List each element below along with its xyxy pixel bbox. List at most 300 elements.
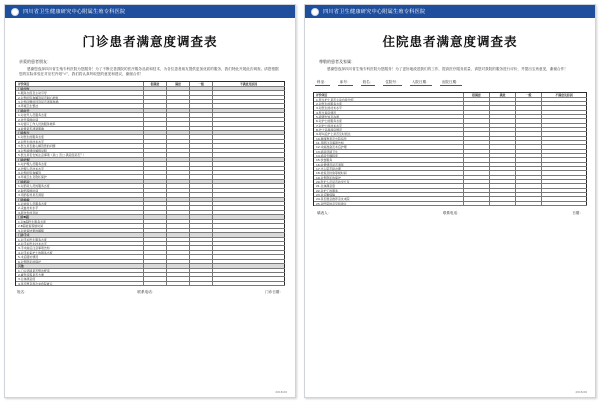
rating-average-cell[interactable] [516,197,542,200]
rating-very-satisfied-cell[interactable] [464,141,490,144]
rating-average-cell[interactable] [516,119,542,122]
rating-satisfied-cell[interactable] [167,260,190,263]
rating-average-cell[interactable] [516,154,542,157]
rating-very-satisfied-cell[interactable] [144,206,167,209]
rating-satisfied-cell[interactable] [490,132,516,135]
rating-satisfied-cell[interactable] [167,140,190,143]
rating-average-cell[interactable] [190,144,213,147]
rating-dissatisfied-cell[interactable] [213,118,285,121]
row-label: 3.总体满意度 [16,277,144,280]
rating-satisfied-cell[interactable] [167,113,190,116]
rating-satisfied-cell[interactable] [490,115,516,118]
rating-dissatisfied-cell[interactable] [213,153,285,156]
rating-average-cell[interactable] [516,106,542,109]
rating-satisfied-cell [167,109,190,112]
rating-dissatisfied-cell[interactable] [213,162,285,165]
rating-average-cell[interactable] [190,175,213,178]
rating-dissatisfied-cell[interactable] [213,122,285,125]
rating-satisfied-cell[interactable] [167,104,190,107]
row-label: 18.检查及检验等候时间 [314,171,464,174]
rating-average-cell[interactable] [190,189,213,192]
rating-very-satisfied-cell[interactable] [144,127,167,130]
rating-satisfied-cell [167,158,190,161]
row-label: 22.对护工的服务 [314,189,464,192]
rating-average-cell[interactable] [190,251,213,254]
rating-dissatisfied-cell[interactable] [213,277,285,280]
outpatient-header-text: 四川省卫生健康研究中心附属生殖专科医院 [23,9,126,15]
rating-dissatisfied-cell[interactable] [213,206,285,209]
rating-average-cell[interactable] [516,137,542,140]
rating-dissatisfied-cell[interactable] [213,149,285,152]
rating-satisfied-cell[interactable] [490,98,516,101]
rating-average-cell[interactable] [190,100,213,103]
rating-very-satisfied-cell[interactable] [464,184,490,187]
rating-very-satisfied-cell[interactable] [144,224,167,227]
rating-average-cell[interactable] [190,224,213,227]
rating-average-cell[interactable] [516,145,542,148]
rating-very-satisfied-cell[interactable] [144,100,167,103]
rating-satisfied-cell[interactable] [167,229,190,232]
outpatient-sheet [4,4,296,398]
rating-dissatisfied-cell[interactable] [542,158,587,161]
rating-satisfied-cell[interactable] [490,145,516,148]
rating-dissatisfied-cell[interactable] [213,251,285,254]
row-label: 2.对医生的技术水平 [16,140,144,143]
rating-very-satisfied-cell[interactable] [464,111,490,114]
rating-very-satisfied-cell[interactable] [464,167,490,170]
rating-satisfied-cell[interactable] [167,193,190,196]
col-dissatisfied-reason: 不满意及原因 [213,82,285,85]
rating-satisfied-cell[interactable] [490,193,516,196]
rating-average-cell[interactable] [190,193,213,196]
table-row [16,282,285,286]
rating-average-cell[interactable] [516,132,542,135]
rating-satisfied-cell[interactable] [490,167,516,170]
rating-satisfied-cell[interactable] [490,180,516,183]
rating-average-cell[interactable] [516,202,542,205]
rating-dissatisfied-cell[interactable] [213,171,285,174]
row-label: 其他 [16,264,144,267]
rating-average-cell[interactable] [516,193,542,196]
rating-satisfied-cell[interactable] [490,189,516,192]
rating-average-cell[interactable] [190,96,213,99]
row-label: 10.健康教育及出院指导 [314,137,464,140]
rating-average-cell[interactable] [190,269,213,272]
rating-dissatisfied-cell[interactable] [213,193,285,196]
row-label: 13.病房环境卫生 [314,150,464,153]
rating-average-cell[interactable] [516,163,542,166]
rating-dissatisfied-cell[interactable] [213,273,285,276]
rating-very-satisfied-cell[interactable] [464,180,490,183]
outpatient-header-bar [5,5,295,18]
rating-very-satisfied-cell[interactable] [144,113,167,116]
rating-satisfied-cell[interactable] [490,111,516,114]
outpatient-sign-row [17,290,283,295]
rating-very-satisfied-cell[interactable] [144,140,167,143]
rating-average-cell[interactable] [516,141,542,144]
rating-very-satisfied-cell[interactable] [464,197,490,200]
rating-very-satisfied-cell[interactable] [144,162,167,165]
rating-satisfied-cell[interactable] [167,144,190,147]
rating-satisfied-cell [167,198,190,201]
rating-dissatisfied-cell[interactable] [213,104,285,107]
rating-satisfied-cell[interactable] [167,220,190,223]
rating-dissatisfied-cell[interactable] [542,184,587,187]
rating-satisfied-cell[interactable] [167,100,190,103]
rating-very-satisfied-cell[interactable] [464,176,490,179]
rating-very-satisfied-cell[interactable] [464,115,490,118]
rating-dissatisfied-cell[interactable] [213,135,285,138]
rating-satisfied-cell[interactable] [167,162,190,165]
rating-satisfied-cell[interactable] [490,197,516,200]
rating-very-satisfied-cell[interactable] [144,220,167,223]
rating-very-satisfied-cell[interactable] [144,255,167,258]
rating-dissatisfied-cell[interactable] [213,269,285,272]
rating-average-cell[interactable] [516,176,542,179]
rating-satisfied-cell[interactable] [490,137,516,140]
rating-average-cell[interactable] [190,104,213,107]
rating-average-cell[interactable] [516,184,542,187]
rating-satisfied-cell[interactable] [167,273,190,276]
rating-dissatisfied-cell[interactable] [213,202,285,205]
rating-very-satisfied-cell[interactable] [464,102,490,105]
rating-average-cell[interactable] [516,167,542,170]
rating-average-cell[interactable] [516,158,542,161]
rating-very-satisfied-cell[interactable] [464,154,490,157]
col-item: 评价项目 [314,93,464,96]
rating-average-cell[interactable] [190,273,213,276]
row-label: 2.对医生的服务态度 [314,102,464,105]
rating-dissatisfied-cell[interactable] [542,154,587,157]
rating-average-cell[interactable] [516,128,542,131]
rating-average-cell[interactable] [190,149,213,152]
row-label: 门诊药房 [16,180,144,183]
rating-dissatisfied-cell[interactable] [542,106,587,109]
rating-satisfied-cell[interactable] [167,127,190,130]
row-label: 4.收费是否清楚明确 [16,127,144,130]
rating-dissatisfied-cell[interactable] [542,132,587,135]
rating-dissatisfied-cell[interactable] [542,189,587,192]
rating-average-cell[interactable] [190,255,213,258]
rating-satisfied-cell[interactable] [167,184,190,187]
rating-satisfied-cell[interactable] [167,135,190,138]
rating-very-satisfied-cell[interactable] [464,158,490,161]
rating-dissatisfied-cell[interactable] [542,197,587,200]
rating-average-cell[interactable] [190,113,213,116]
rating-satisfied-cell[interactable] [167,238,190,241]
rating-very-satisfied-cell[interactable] [144,193,167,196]
rating-very-satisfied-cell[interactable] [144,211,167,214]
rating-dissatisfied-cell[interactable] [542,124,587,127]
rating-average-cell[interactable] [190,171,213,174]
rating-average-cell[interactable] [516,171,542,174]
rating-satisfied-cell[interactable] [167,282,190,285]
outpatient-name-label: 姓名： [17,290,28,295]
rating-average-cell[interactable] [516,124,542,127]
rating-very-satisfied-cell[interactable] [144,144,167,147]
rating-very-satisfied-cell[interactable] [464,119,490,122]
rating-dissatisfied-cell[interactable] [213,229,285,232]
rating-dissatisfied-cell[interactable] [213,100,285,103]
row-label: 5.医生是否告知注意事项（是□ 否□ 满意度是否？） [16,153,144,156]
rating-satisfied-cell[interactable] [490,184,516,187]
rating-very-satisfied-cell[interactable] [144,96,167,99]
rating-very-satisfied-cell[interactable] [464,150,490,153]
rating-very-satisfied-cell[interactable] [464,145,490,148]
rating-dissatisfied-cell[interactable] [542,176,587,179]
rating-average-cell[interactable] [190,260,213,263]
rating-dissatisfied-cell[interactable] [213,220,285,223]
rating-dissatisfied-cell[interactable] [213,242,285,245]
row-label: 24.是否愿意推荐亲友来院 [314,197,464,200]
row-label: 19.对您隐私的保护 [314,176,464,179]
rating-very-satisfied-cell [144,198,167,201]
rating-dissatisfied-cell[interactable] [542,163,587,166]
info-discharge-date: 出院日期： [441,80,460,85]
row-label: 1.对检验人员服务态度 [16,202,144,205]
rating-dissatisfied-cell[interactable] [213,224,285,227]
row-label: 8.护士巡视病房情况 [314,128,464,131]
rating-dissatisfied-cell[interactable] [542,150,587,153]
rating-very-satisfied-cell[interactable] [144,229,167,232]
rating-very-satisfied-cell[interactable] [144,122,167,125]
rating-satisfied-cell[interactable] [167,242,190,245]
rating-satisfied-cell[interactable] [167,206,190,209]
rating-dissatisfied-cell[interactable] [542,98,587,101]
outpatient-phone-label: 联系电话： [137,290,156,295]
rating-very-satisfied-cell[interactable] [144,282,167,285]
rating-dissatisfied-cell[interactable] [213,175,285,178]
hospital-logo-icon [311,8,319,16]
inpatient-header-text: 四川省卫生健康研究中心附属生殖专科医院 [323,9,426,15]
rating-average-cell[interactable] [190,118,213,121]
rating-satisfied-cell[interactable] [167,251,190,254]
rating-satisfied-cell[interactable] [490,171,516,174]
rating-average-cell[interactable] [190,91,213,94]
rating-dissatisfied-cell[interactable] [542,102,587,105]
rating-very-satisfied-cell[interactable] [144,153,167,156]
rating-average-cell [190,264,213,267]
rating-satisfied-cell[interactable] [167,171,190,174]
rating-dissatisfied-cell[interactable] [213,140,285,143]
rating-dissatisfied-cell[interactable] [542,137,587,140]
rating-very-satisfied-cell[interactable] [144,238,167,241]
rating-very-satisfied-cell [144,109,167,112]
rating-average-cell[interactable] [516,189,542,192]
rating-satisfied-cell[interactable] [490,163,516,166]
rating-satisfied-cell[interactable] [167,189,190,192]
rating-very-satisfied-cell[interactable] [144,202,167,205]
row-label: 4.环境卫生整洁 [16,104,144,107]
rating-very-satisfied-cell[interactable] [144,189,167,192]
rating-dissatisfied-cell[interactable] [542,202,587,205]
rating-average-cell[interactable] [516,115,542,118]
rating-average-cell[interactable] [190,238,213,241]
rating-dissatisfied-cell[interactable] [542,193,587,196]
rating-satisfied-cell[interactable] [490,150,516,153]
rating-dissatisfied-cell[interactable] [213,167,285,170]
rating-satisfied-cell [167,180,190,183]
rating-satisfied-cell[interactable] [490,102,516,105]
rating-average-cell[interactable] [190,184,213,187]
rating-satisfied-cell[interactable] [490,128,516,131]
rating-dissatisfied-cell[interactable] [213,189,285,192]
rating-dissatisfied-cell[interactable] [213,260,285,263]
rating-dissatisfied-cell[interactable] [542,119,587,122]
rating-satisfied-cell[interactable] [167,246,190,249]
rating-very-satisfied-cell[interactable] [144,167,167,170]
info-admission-no: 住院号： [385,80,400,85]
rating-dissatisfied-cell [213,87,285,90]
rating-average-cell[interactable] [190,242,213,245]
rating-dissatisfied-cell [213,233,285,236]
rating-dissatisfied-cell[interactable] [542,180,587,183]
rating-dissatisfied-cell[interactable] [213,184,285,187]
rating-dissatisfied-cell[interactable] [213,211,285,214]
rating-dissatisfied-cell[interactable] [213,96,285,99]
rating-average-cell[interactable] [516,150,542,153]
row-label: 5.术后随访情况 [16,255,144,258]
row-label: 3.对检查结果的解释 [16,229,144,232]
rating-average-cell[interactable] [190,282,213,285]
rating-average-cell[interactable] [190,277,213,280]
rating-average-cell[interactable] [516,180,542,183]
rating-satisfied-cell[interactable] [490,141,516,144]
rating-average-cell [190,198,213,201]
rating-very-satisfied-cell[interactable] [464,124,490,127]
rating-very-satisfied-cell[interactable] [144,260,167,263]
rating-satisfied-cell[interactable] [490,202,516,205]
rating-satisfied-cell[interactable] [490,158,516,161]
rating-dissatisfied-cell[interactable] [542,167,587,170]
row-label: 20.医护人员是否收受红包 [314,180,464,183]
rating-very-satisfied-cell[interactable] [144,171,167,174]
rating-average-cell[interactable] [190,162,213,165]
row-label: 2.护理人员技术水平 [16,167,144,170]
rating-satisfied-cell[interactable] [167,224,190,227]
rating-satisfied-cell[interactable] [167,153,190,156]
rating-very-satisfied-cell[interactable] [464,137,490,140]
rating-average-cell[interactable] [190,153,213,156]
rating-average-cell[interactable] [190,206,213,209]
rating-average-cell[interactable] [190,122,213,125]
rating-very-satisfied-cell[interactable] [464,171,490,174]
rating-average-cell[interactable] [190,220,213,223]
rating-satisfied-cell[interactable] [167,167,190,170]
rating-satisfied-cell[interactable] [167,91,190,94]
rating-dissatisfied-cell[interactable] [213,144,285,147]
rating-dissatisfied-cell[interactable] [542,145,587,148]
rating-very-satisfied-cell[interactable] [144,251,167,254]
rating-very-satisfied-cell[interactable] [464,132,490,135]
rating-average-cell[interactable] [190,211,213,214]
rating-very-satisfied-cell[interactable] [144,277,167,280]
rating-satisfied-cell[interactable] [167,255,190,258]
inpatient-intro: 感谢您选择四川省生殖专科医院为您服务！为了更好地改进我们的工作，提高医疗服务质量，请您对我院的服务进行评价，并提出宝贵意见，谢谢合作！ [327,67,568,72]
rating-average-cell[interactable] [190,202,213,205]
rating-very-satisfied-cell [144,180,167,183]
rating-average-cell[interactable] [190,135,213,138]
rating-dissatisfied-cell[interactable] [213,255,285,258]
rating-dissatisfied-cell[interactable] [213,113,285,116]
rating-dissatisfied-cell[interactable] [542,111,587,114]
rating-satisfied-cell[interactable] [167,149,190,152]
rating-very-satisfied-cell[interactable] [464,98,490,101]
row-label: 5.病情告知及沟通 [314,115,464,118]
rating-average-cell[interactable] [190,246,213,249]
row-label: 3.用药指导是否清楚 [16,193,144,196]
rating-average-cell[interactable] [516,111,542,114]
rating-average-cell[interactable] [516,102,542,105]
rating-satisfied-cell[interactable] [167,202,190,205]
rating-satisfied-cell[interactable] [167,277,190,280]
rating-dissatisfied-cell[interactable] [213,91,285,94]
rating-satisfied-cell[interactable] [167,96,190,99]
rating-very-satisfied-cell[interactable] [144,175,167,178]
outpatient-greeting: 亲爱的患者朋友： [19,59,51,64]
rating-dissatisfied-cell[interactable] [213,282,285,285]
rating-satisfied-cell[interactable] [167,175,190,178]
rating-average-cell[interactable] [190,167,213,170]
rating-dissatisfied-cell[interactable] [542,171,587,174]
rating-average-cell [190,109,213,112]
rating-very-satisfied-cell[interactable] [144,91,167,94]
rating-satisfied-cell[interactable] [167,269,190,272]
rating-very-satisfied-cell[interactable] [464,189,490,192]
rating-very-satisfied-cell[interactable] [144,135,167,138]
rating-satisfied-cell[interactable] [490,176,516,179]
rating-satisfied-cell[interactable] [490,119,516,122]
rating-very-satisfied-cell[interactable] [144,118,167,121]
rating-average-cell[interactable] [190,140,213,143]
rating-very-satisfied-cell[interactable] [464,106,490,109]
rating-dissatisfied-cell[interactable] [213,127,285,130]
rating-very-satisfied-cell[interactable] [144,273,167,276]
rating-satisfied-cell [167,264,190,267]
rating-very-satisfied-cell[interactable] [464,128,490,131]
rating-dissatisfied-cell[interactable] [213,246,285,249]
rating-very-satisfied-cell[interactable] [464,193,490,196]
rating-very-satisfied-cell[interactable] [144,269,167,272]
rating-average-cell[interactable] [190,229,213,232]
inpatient-header-bar [305,5,595,18]
rating-satisfied-cell[interactable] [490,106,516,109]
col-very-satisfied: 很满意 [464,93,490,96]
rating-average-cell[interactable] [190,127,213,130]
info-bed: 床号： [339,80,351,85]
rating-satisfied-cell[interactable] [490,154,516,157]
rating-very-satisfied-cell[interactable] [144,246,167,249]
rating-satisfied-cell[interactable] [167,118,190,121]
rating-very-satisfied-cell[interactable] [144,242,167,245]
rating-dissatisfied-cell[interactable] [542,141,587,144]
rating-very-satisfied-cell[interactable] [144,104,167,107]
rating-average-cell[interactable] [516,98,542,101]
col-satisfied: 满意 [490,93,516,96]
col-very-satisfied: 很满意 [144,82,167,85]
rating-satisfied-cell[interactable] [490,124,516,127]
rating-satisfied-cell[interactable] [167,211,190,214]
rating-very-satisfied-cell[interactable] [464,202,490,205]
rating-dissatisfied-cell[interactable] [542,115,587,118]
rating-very-satisfied-cell[interactable] [144,184,167,187]
rating-dissatisfied-cell[interactable] [213,238,285,241]
rating-very-satisfied-cell[interactable] [464,163,490,166]
rating-dissatisfied-cell[interactable] [542,128,587,131]
rating-satisfied-cell[interactable] [167,122,190,125]
rating-very-satisfied-cell[interactable] [144,149,167,152]
outpatient-footer: 2018.06 [275,390,287,394]
